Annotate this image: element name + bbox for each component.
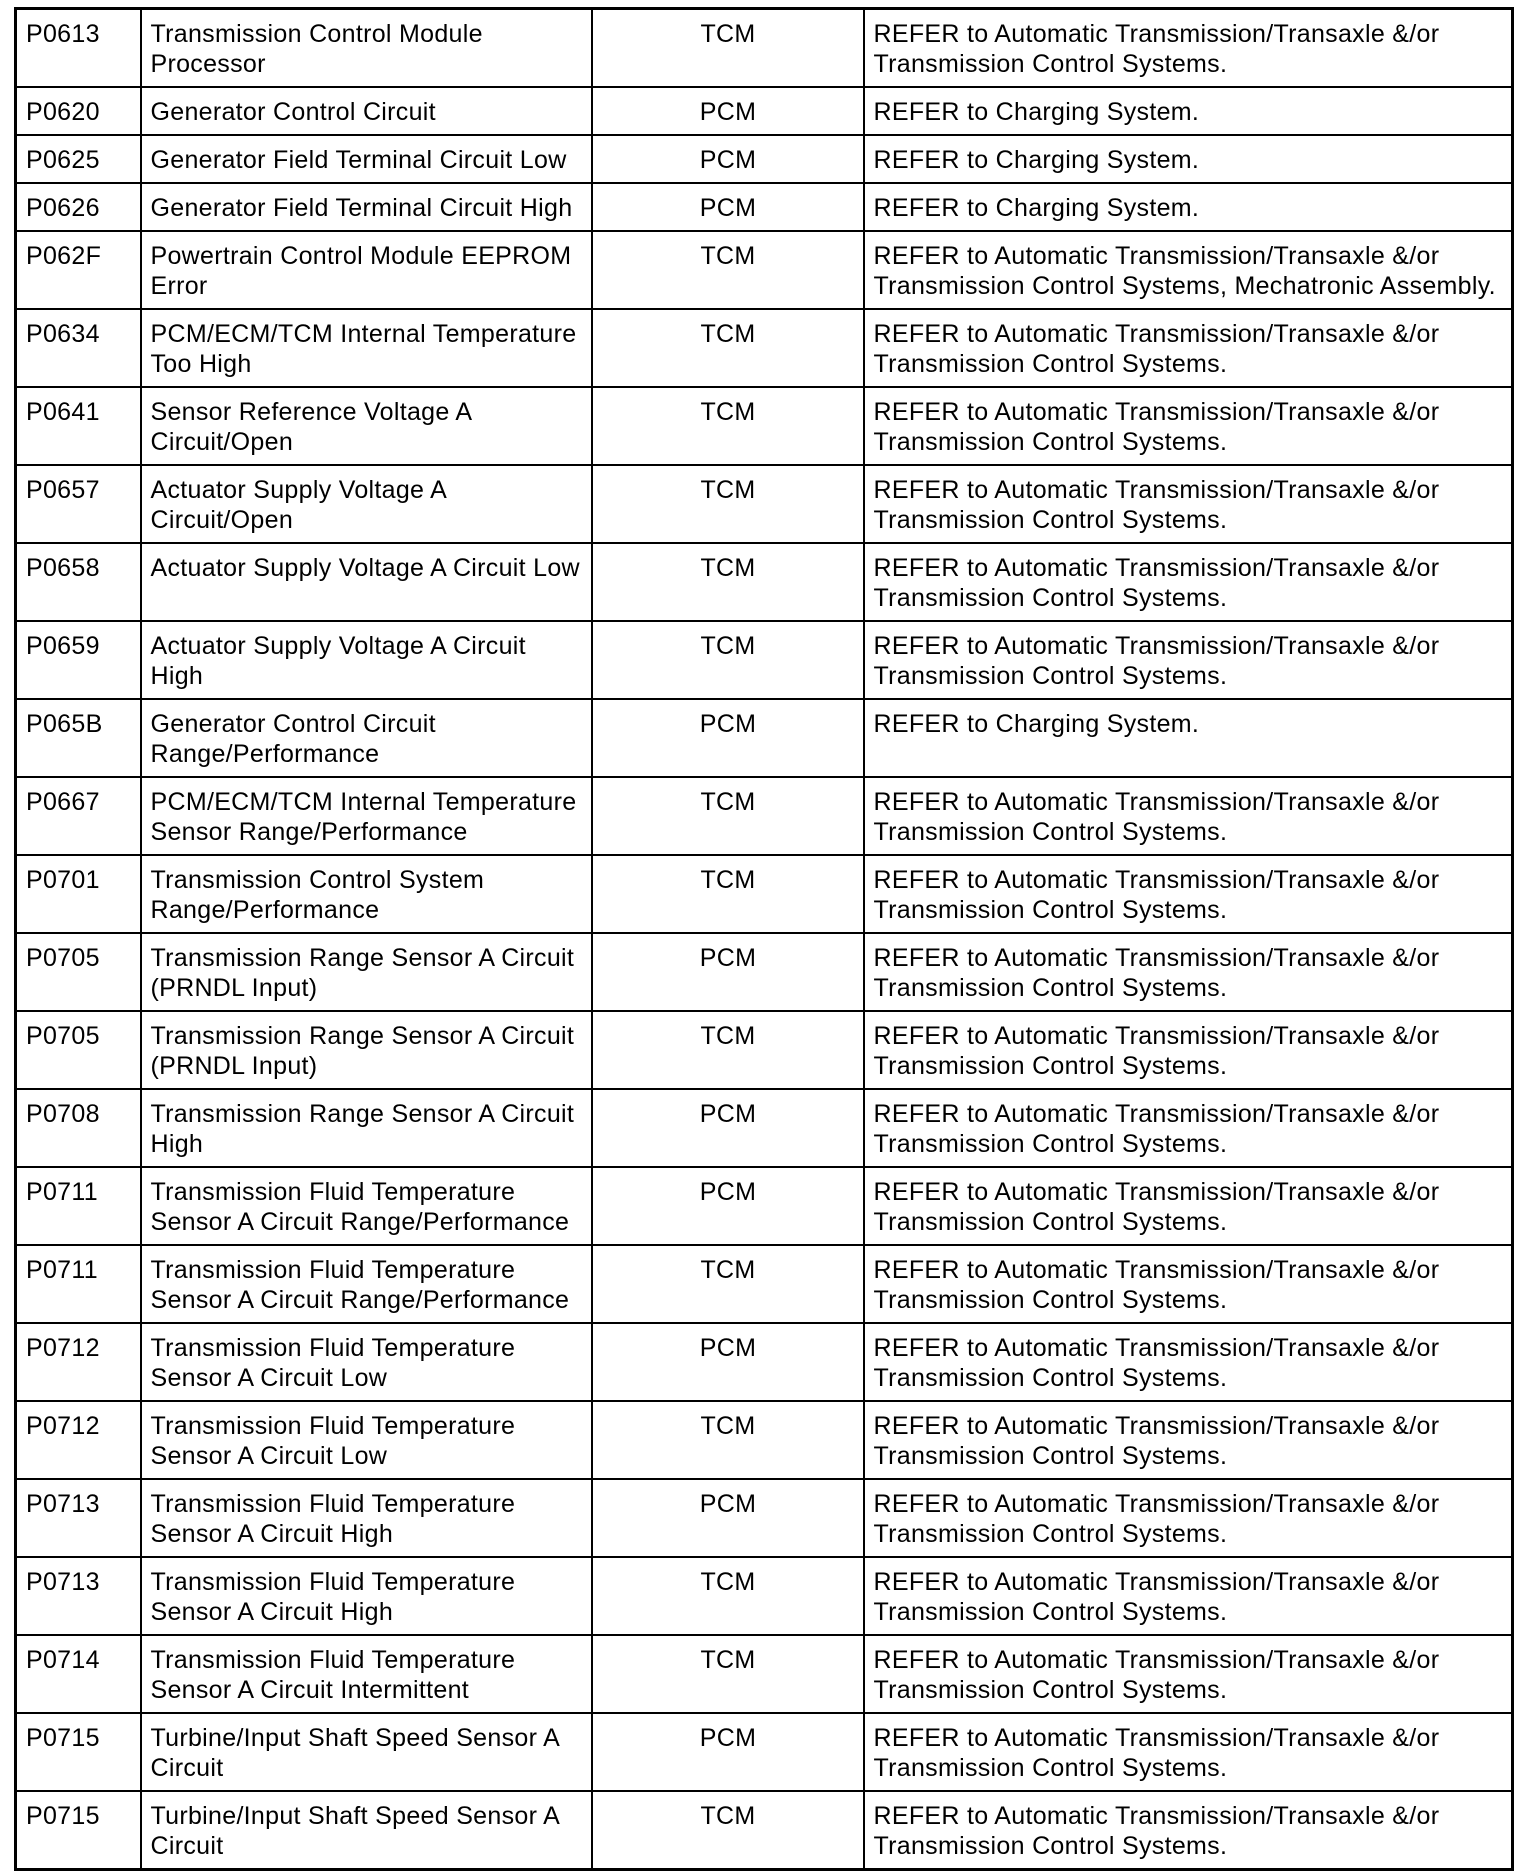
- dtc-code: P062F: [16, 231, 141, 309]
- dtc-description: Actuator Supply Voltage A Circuit High: [141, 621, 592, 699]
- table-row: [16, 1557, 1513, 1635]
- dtc-code: P0714: [16, 1635, 141, 1713]
- dtc-action: REFER to Automatic Transmission/Transaxle &/or Transmission Control Systems.: [864, 777, 1513, 855]
- dtc-code: P0659: [16, 621, 141, 699]
- table-row: [16, 777, 1513, 855]
- table-row: [16, 9, 1513, 88]
- dtc-code: P065B: [16, 699, 141, 777]
- dtc-module: PCM: [592, 183, 864, 231]
- dtc-action: REFER to Charging System.: [864, 183, 1513, 231]
- dtc-action: REFER to Automatic Transmission/Transaxle &/or Transmission Control Systems.: [864, 621, 1513, 699]
- dtc-code: P0712: [16, 1323, 141, 1401]
- dtc-action: REFER to Charging System.: [864, 699, 1513, 777]
- dtc-action: REFER to Automatic Transmission/Transaxle &/or Transmission Control Systems.: [864, 309, 1513, 387]
- dtc-module: PCM: [592, 135, 864, 183]
- dtc-description: Transmission Fluid Temperature Sensor A Circuit Intermittent: [141, 1635, 592, 1713]
- dtc-action: REFER to Automatic Transmission/Transaxle &/or Transmission Control Systems.: [864, 1791, 1513, 1870]
- table-row: [16, 1323, 1513, 1401]
- dtc-description: Generator Control Circuit: [141, 87, 592, 135]
- table-row: [16, 621, 1513, 699]
- dtc-code: P0658: [16, 543, 141, 621]
- dtc-code: P0705: [16, 933, 141, 1011]
- dtc-module: PCM: [592, 933, 864, 1011]
- dtc-description: Generator Field Terminal Circuit High: [141, 183, 592, 231]
- dtc-code: P0708: [16, 1089, 141, 1167]
- dtc-code: P0715: [16, 1791, 141, 1870]
- dtc-action: REFER to Charging System.: [864, 87, 1513, 135]
- dtc-module: TCM: [592, 1791, 864, 1870]
- table-row: [16, 933, 1513, 1011]
- table-row: [16, 1245, 1513, 1323]
- dtc-action: REFER to Charging System.: [864, 135, 1513, 183]
- dtc-description: Actuator Supply Voltage A Circuit Low: [141, 543, 592, 621]
- table-row: [16, 309, 1513, 387]
- dtc-action: REFER to Automatic Transmission/Transaxle &/or Transmission Control Systems.: [864, 1167, 1513, 1245]
- dtc-action: REFER to Automatic Transmission/Transaxle &/or Transmission Control Systems.: [864, 543, 1513, 621]
- dtc-description: Powertrain Control Module EEPROM Error: [141, 231, 592, 309]
- dtc-table: [14, 7, 1514, 1871]
- dtc-module: TCM: [592, 465, 864, 543]
- table-row: [16, 1713, 1513, 1791]
- table-row: [16, 543, 1513, 621]
- dtc-module: PCM: [592, 1089, 864, 1167]
- table-row: [16, 1479, 1513, 1557]
- dtc-module: TCM: [592, 543, 864, 621]
- dtc-description: Turbine/Input Shaft Speed Sensor A Circuit: [141, 1791, 592, 1870]
- dtc-module: PCM: [592, 1167, 864, 1245]
- dtc-description: Transmission Fluid Temperature Sensor A Circuit Low: [141, 1401, 592, 1479]
- dtc-action: REFER to Automatic Transmission/Transaxle &/or Transmission Control Systems, Mechatronic Assembly.: [864, 231, 1513, 309]
- dtc-code: P0712: [16, 1401, 141, 1479]
- dtc-code: P0667: [16, 777, 141, 855]
- table-row: [16, 1791, 1513, 1870]
- dtc-code: P0705: [16, 1011, 141, 1089]
- dtc-module: TCM: [592, 621, 864, 699]
- dtc-action: REFER to Automatic Transmission/Transaxle &/or Transmission Control Systems.: [864, 1479, 1513, 1557]
- dtc-action: REFER to Automatic Transmission/Transaxle &/or Transmission Control Systems.: [864, 9, 1513, 88]
- dtc-module: TCM: [592, 231, 864, 309]
- dtc-description: Generator Field Terminal Circuit Low: [141, 135, 592, 183]
- dtc-action: REFER to Automatic Transmission/Transaxle &/or Transmission Control Systems.: [864, 1557, 1513, 1635]
- dtc-code: P0620: [16, 87, 141, 135]
- table-row: [16, 183, 1513, 231]
- dtc-code: P0641: [16, 387, 141, 465]
- dtc-action: REFER to Automatic Transmission/Transaxle &/or Transmission Control Systems.: [864, 1323, 1513, 1401]
- dtc-module: TCM: [592, 1011, 864, 1089]
- dtc-description: Transmission Range Sensor A Circuit (PRNDL Input): [141, 1011, 592, 1089]
- dtc-description: Transmission Fluid Temperature Sensor A Circuit High: [141, 1557, 592, 1635]
- dtc-description: Transmission Range Sensor A Circuit High: [141, 1089, 592, 1167]
- table-row: [16, 231, 1513, 309]
- dtc-description: Generator Control Circuit Range/Performance: [141, 699, 592, 777]
- dtc-description: Actuator Supply Voltage A Circuit/Open: [141, 465, 592, 543]
- dtc-code: P0657: [16, 465, 141, 543]
- dtc-action: REFER to Automatic Transmission/Transaxle &/or Transmission Control Systems.: [864, 1089, 1513, 1167]
- dtc-action: REFER to Automatic Transmission/Transaxle &/or Transmission Control Systems.: [864, 1713, 1513, 1791]
- dtc-description: Transmission Fluid Temperature Sensor A Circuit Low: [141, 1323, 592, 1401]
- dtc-module: TCM: [592, 9, 864, 88]
- dtc-code: P0713: [16, 1479, 141, 1557]
- table-row: [16, 87, 1513, 135]
- dtc-action: REFER to Automatic Transmission/Transaxle &/or Transmission Control Systems.: [864, 1011, 1513, 1089]
- dtc-description: Transmission Range Sensor A Circuit (PRNDL Input): [141, 933, 592, 1011]
- dtc-action: REFER to Automatic Transmission/Transaxle &/or Transmission Control Systems.: [864, 933, 1513, 1011]
- dtc-action: REFER to Automatic Transmission/Transaxle &/or Transmission Control Systems.: [864, 1245, 1513, 1323]
- dtc-description: PCM/ECM/TCM Internal Temperature Too High: [141, 309, 592, 387]
- table-row: [16, 135, 1513, 183]
- table-row: [16, 465, 1513, 543]
- dtc-code: P0613: [16, 9, 141, 88]
- dtc-module: PCM: [592, 87, 864, 135]
- dtc-code: P0701: [16, 855, 141, 933]
- dtc-action: REFER to Automatic Transmission/Transaxle &/or Transmission Control Systems.: [864, 1635, 1513, 1713]
- dtc-module: TCM: [592, 1245, 864, 1323]
- table-row: [16, 1089, 1513, 1167]
- dtc-module: TCM: [592, 777, 864, 855]
- dtc-module: TCM: [592, 1635, 864, 1713]
- dtc-description: Transmission Fluid Temperature Sensor A Circuit High: [141, 1479, 592, 1557]
- dtc-module: PCM: [592, 1479, 864, 1557]
- dtc-description: PCM/ECM/TCM Internal Temperature Sensor Range/Performance: [141, 777, 592, 855]
- dtc-code: P0711: [16, 1245, 141, 1323]
- dtc-module: TCM: [592, 387, 864, 465]
- dtc-module: TCM: [592, 1401, 864, 1479]
- dtc-description: Transmission Control System Range/Performance: [141, 855, 592, 933]
- table-row: [16, 1635, 1513, 1713]
- dtc-action: REFER to Automatic Transmission/Transaxle &/or Transmission Control Systems.: [864, 387, 1513, 465]
- dtc-code: P0626: [16, 183, 141, 231]
- dtc-action: REFER to Automatic Transmission/Transaxle &/or Transmission Control Systems.: [864, 465, 1513, 543]
- dtc-description: Transmission Fluid Temperature Sensor A Circuit Range/Performance: [141, 1245, 592, 1323]
- dtc-description: Transmission Fluid Temperature Sensor A Circuit Range/Performance: [141, 1167, 592, 1245]
- dtc-action: REFER to Automatic Transmission/Transaxle &/or Transmission Control Systems.: [864, 1401, 1513, 1479]
- dtc-description: Turbine/Input Shaft Speed Sensor A Circuit: [141, 1713, 592, 1791]
- dtc-code: P0715: [16, 1713, 141, 1791]
- table-row: [16, 387, 1513, 465]
- table-row: [16, 1167, 1513, 1245]
- dtc-module: PCM: [592, 1323, 864, 1401]
- dtc-description: Transmission Control Module Processor: [141, 9, 592, 88]
- table-row: [16, 1401, 1513, 1479]
- table-row: [16, 855, 1513, 933]
- dtc-module: TCM: [592, 309, 864, 387]
- dtc-table-body: [16, 9, 1513, 1870]
- dtc-module: PCM: [592, 699, 864, 777]
- dtc-module: PCM: [592, 1713, 864, 1791]
- dtc-code: P0713: [16, 1557, 141, 1635]
- dtc-code: P0634: [16, 309, 141, 387]
- table-row: [16, 699, 1513, 777]
- dtc-module: TCM: [592, 855, 864, 933]
- dtc-module: TCM: [592, 1557, 864, 1635]
- dtc-code: P0711: [16, 1167, 141, 1245]
- table-row: [16, 1011, 1513, 1089]
- dtc-description: Sensor Reference Voltage A Circuit/Open: [141, 387, 592, 465]
- dtc-action: REFER to Automatic Transmission/Transaxle &/or Transmission Control Systems.: [864, 855, 1513, 933]
- dtc-code: P0625: [16, 135, 141, 183]
